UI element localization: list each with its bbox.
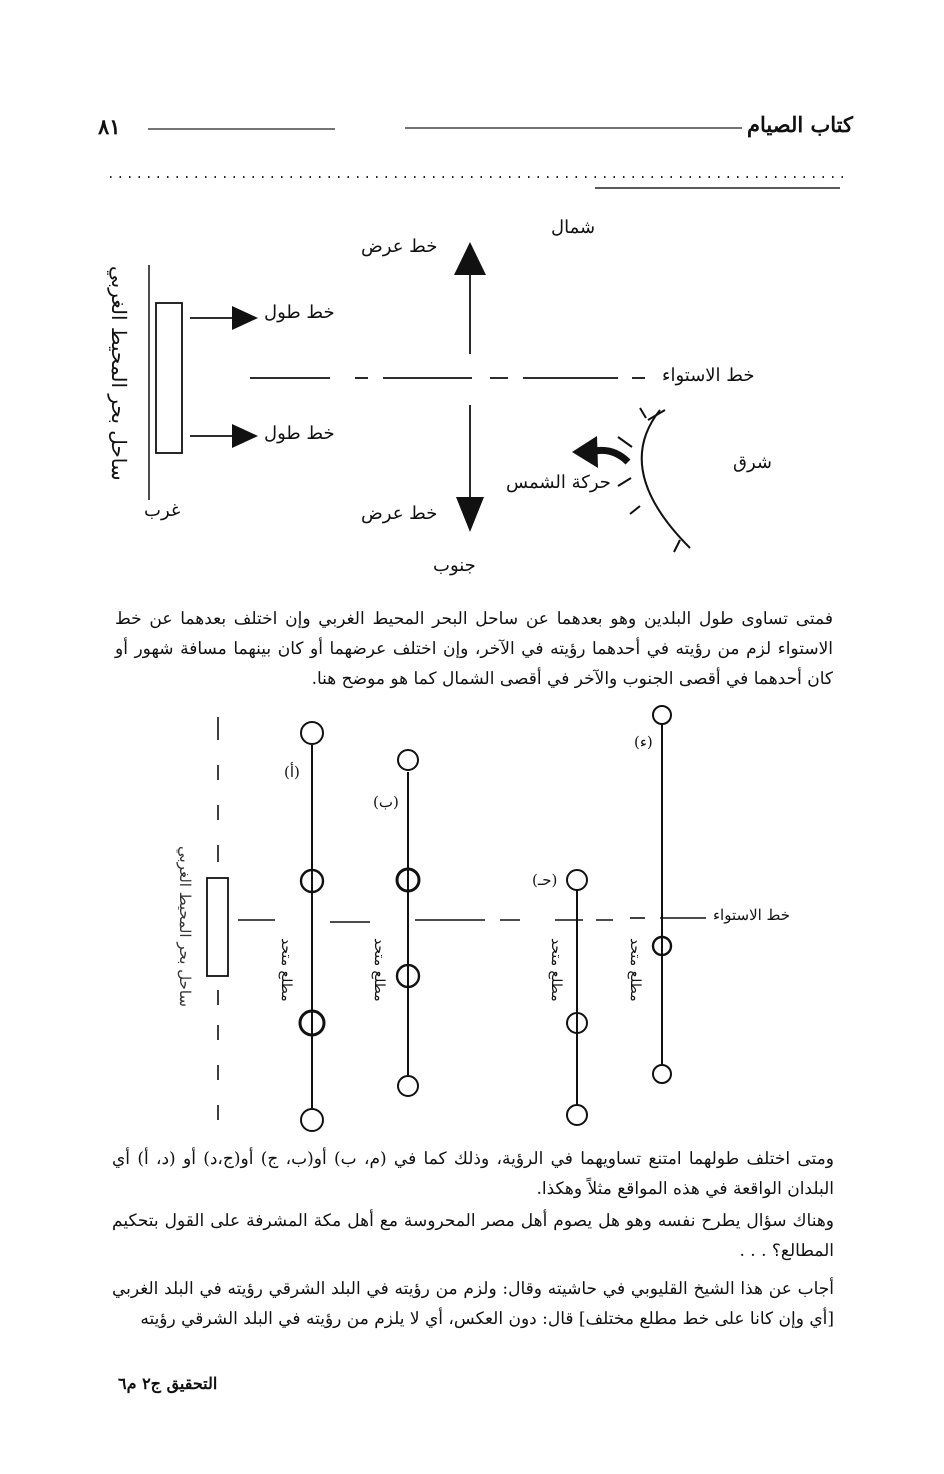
label-coast: ساحل بحر المحيط الغربي: [107, 266, 131, 481]
figure2-same-rising-d: مطلع متحد: [627, 938, 643, 1002]
paragraph-3: وهناك سؤال يطرح نفسه وهو هل يصوم أهل مصر المحروسة مع أهل مكة المشرفة على القول بتحكيم المطالع؟ . . .: [112, 1211, 834, 1261]
figure2-label-equator: خط الاستواء: [713, 906, 791, 924]
label-sun-motion: حركة الشمس: [506, 472, 611, 493]
paragraph-4: أجاب عن هذا الشيخ القليوبي في حاشيته وقال: ولزم من رؤيته في البلد الشرقي رؤيته في البلد الغربي [أي وإن كانا على خط مطلع مختلف] قال: دون العكس، أي لا يلزم من رؤيته في البلد الشرقي رؤيته: [112, 1279, 834, 1329]
label-north: شمال: [551, 217, 596, 238]
label-west: غرب: [144, 500, 181, 521]
label-latitude-top: خط عرض: [361, 236, 438, 257]
footer-signature: التحقيق ج٢ م٦: [118, 1374, 218, 1393]
page-number: ٨١: [98, 114, 121, 139]
label-equator: خط الاستواء: [662, 365, 755, 386]
figure2-same-rising-a: مطلع متحد: [278, 938, 294, 1002]
figure2-label-a: (أ): [284, 763, 300, 781]
label-south: جنوب: [433, 555, 476, 576]
book-title: كتاب الصيام: [747, 112, 853, 137]
paragraph-1: فمتى تساوى طول البلدين وهو بعدهما عن ساحل البحر المحيط الغربي وإن اختلف بعدهما عن خط الاستواء لزم من رؤيته في أحدهما رؤيته في الآخر، وإن اختلف عرضهما أو كان بينهما مسافة شهور أو كان أحدهما في أقصى الجنوب والآخر في أقصى الشمال كما هو موضح هنا.: [115, 609, 833, 689]
paragraph-2: ومتى اختلف طولهما امتنع تساويهما في الرؤية، وذلك كما في (م، ب) أو(ب، ج) أو(ج،د) أو (د، أ) أي البلدان الواقعة في هذه المواقع مثلاً وهكذا.: [112, 1149, 834, 1199]
label-latitude-bottom: خط عرض: [361, 503, 438, 524]
header-rules: [110, 128, 845, 188]
figure2-same-rising-b: مطلع متحد: [371, 938, 387, 1002]
figure2-diagram: [207, 706, 706, 1131]
figure2-label-coast: ساحل بحر المحيط الغربي: [176, 846, 194, 1007]
figure2-label-d: (ء): [634, 733, 653, 751]
label-longitude-top: خط طول: [264, 302, 335, 323]
figure2-same-rising-c: مطلع متحد: [548, 938, 564, 1002]
figure2-label-b: (ب): [373, 793, 399, 811]
label-east: شرق: [733, 452, 772, 473]
label-longitude-bottom: خط طول: [264, 423, 335, 444]
figure2-label-c: (حـ): [532, 871, 558, 889]
